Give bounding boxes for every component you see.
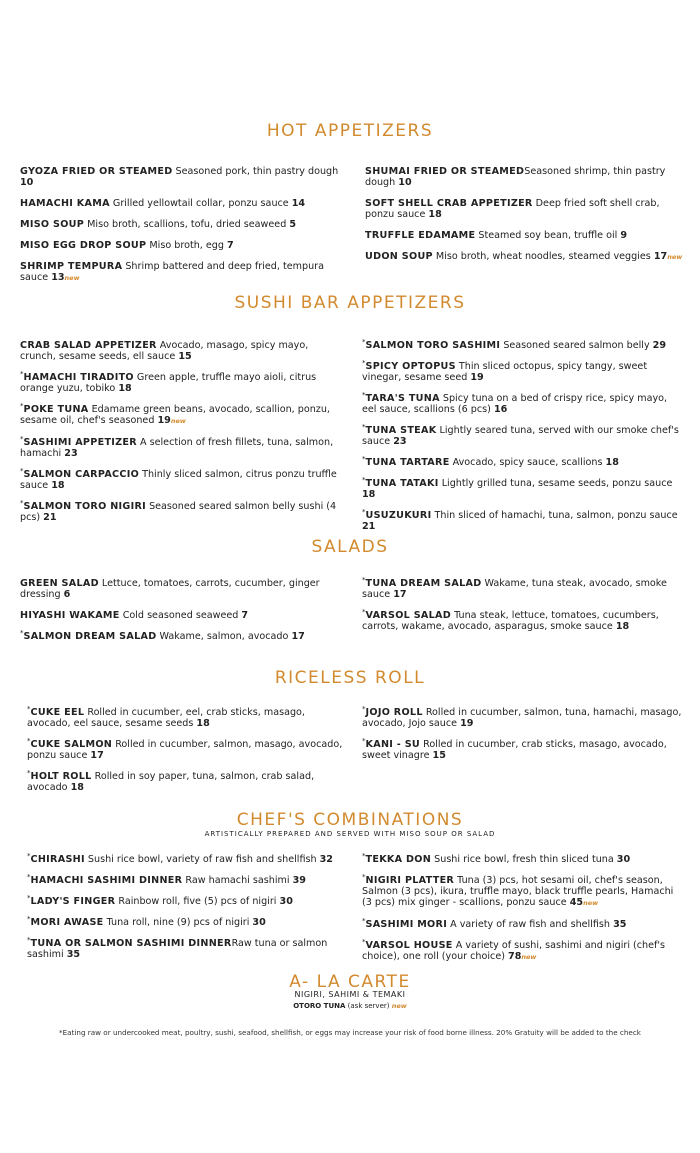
item-description: Edamame green beans, avocado, scallion, ponzu, sesame oil, chef's seasoned [20,404,330,426]
menu-item-sashimi-appetizer [20,434,340,459]
item-name: MISO EGG DROP SOUP [20,240,147,251]
item-name: CRAB SALAD APPETIZER [20,340,157,351]
item-price: 21 [362,521,376,532]
item-description: Cold seasoned seaweed [119,610,242,621]
item-name: CHIRASHI [30,854,85,865]
menu-item-sashimi-mori [362,916,682,930]
item-price: 7 [241,610,249,621]
item-price: 35 [613,919,627,930]
item-description: Green apple, truffle mayo aioli, citrus orange yuzu, tobiko [20,372,317,394]
menu-item-salmon-dream-salad [20,628,340,642]
asterisk-marker: * [362,937,366,946]
item-description: Sushi rice bowl, variety of raw fish and shellfish [84,854,320,865]
menu-item-truffle-edamame [365,230,685,241]
sushi-bar-appetizers-title: SUSHI BAR APPETIZERS [234,293,466,313]
item-description: Lettuce, tomatoes, carrots, cucumber, ginger dressing [20,578,320,600]
item-price: 78 [508,951,522,962]
menu-item-tuna-or-salmon-sashimi-dinner [27,935,347,960]
alacarte-subtitle: NIGIRI, SAHIMI & TEMAKI [294,990,406,999]
item-description: Miso broth, scallions, tofu, dried seaweed [84,219,290,230]
item-description: Tuna steak, lettuce, tomatoes, cucumbers, carrots, wakame, avocado, asparagus, smoke sauce [362,610,659,632]
new-badge: new [583,899,599,907]
new-badge: new [391,1002,407,1010]
riceless-roll-title: RICELESS ROLL [274,668,426,688]
item-price: 29 [652,340,667,351]
menu-item-hiyashi-wakame [20,610,340,621]
menu-item-shrimp-tempura [20,261,340,284]
item-name: TUNA OR SALMON SASHIMI DINNER [30,938,232,949]
item-description: Rolled in cucumber, crab sticks, masago, avocado, sweet vinagre [362,739,667,761]
item-description: Seasoned shrimp, thin pastry dough [365,166,666,188]
item-price: 23 [393,436,407,447]
item-price: 13 [51,272,65,283]
item-name: MORI AWASE [30,917,104,928]
asterisk-marker: * [20,401,24,410]
asterisk-marker: * [362,337,366,346]
item-name: SASHIMI MORI [365,919,448,930]
new-badge: new [521,953,537,961]
item-description: Lightly grilled tuna, sesame seeds, ponzu sauce [438,478,673,489]
menu-item-tuna-tartare [362,454,682,468]
asterisk-marker: * [27,872,31,881]
item-price: 15 [432,750,446,761]
menu-item-miso-soup [20,219,340,230]
menu-item-hamachi-tiradito [20,369,340,394]
item-description: Seasoned pork, thin pastry dough [172,166,339,177]
item-description: Seasoned seared salmon belly sushi (4 pcs) [20,501,337,523]
item-name: SALMON CARPACCIO [23,469,140,480]
item-name: UDON SOUP [365,251,433,262]
item-description: Tuna (3) pcs, hot sesami oil, chef's season, Salmon (3 pcs), ikura, truffle mayo, black truffle pearls, Hamachi (3 pcs) mix ginger - scallions, ponzu sauce [362,875,674,908]
item-description: Sushi rice bowl, fresh thin sliced tuna [431,854,617,865]
item-name: TUNA STEAK [365,425,437,436]
item-name: HAMACHI KAMA [20,198,110,209]
item-price: 14 [291,198,306,209]
item-price: 9 [620,230,628,241]
item-name: CUKE SALMON [30,739,113,750]
item-description: Rainbow roll, five (5) pcs of nigiri [115,896,280,907]
menu-item-salmon-carpaccio [20,466,340,491]
asterisk-marker: * [362,575,366,584]
menu-item-usuzukuri [362,507,682,532]
item-name: HAMACHI TIRADITO [23,372,134,383]
menu-item-salmon-toro-sashimi [362,337,682,351]
menu-item-mori-awase [27,914,347,928]
asterisk-marker: * [20,628,24,637]
menu-item-soft-shell-crab-appetizer [365,198,685,220]
item-name: TRUFFLE EDAMAME [365,230,476,241]
item-name: SALMON DREAM SALAD [23,631,157,642]
item-price: 7 [227,240,234,251]
item-description: Rolled in soy paper, tuna, salmon, crab salad, avocado [27,771,315,793]
item-name: TUNA TARTARE [365,457,450,468]
salads-right [362,575,682,642]
asterisk-marker: * [20,434,24,443]
item-name: CUKE EEL [30,707,85,718]
salads-title: SALADS [311,537,389,557]
item-description: Avocado, masago, spicy mayo, crunch, sesame seeds, ell sauce [20,340,309,362]
otoro-tuna-desc: (ask server) [345,1002,392,1010]
asterisk-marker: * [362,475,366,484]
item-price: 17 [291,631,305,642]
item-description: Wakame, salmon, avocado [156,631,292,642]
item-price: 19 [157,415,171,426]
item-name: GYOZA FRIED OR STEAMED [20,166,173,177]
item-name: POKE TUNA [23,404,89,415]
asterisk-marker: * [27,736,31,745]
new-badge: new [667,253,683,261]
menu-item-udon-soup [365,251,685,263]
item-price: 39 [292,875,306,886]
menu-item-shumai-fried-or-steamed [365,166,685,188]
item-price: 17 [653,251,668,262]
item-price: 23 [64,448,78,459]
asterisk-marker: * [27,893,31,902]
item-description: A selection of fresh fillets, tuna, salmon, hamachi [20,437,334,459]
menu-item-nigiri-platter [362,872,682,909]
menu-item-hamachi-sashimi-dinner [27,872,347,886]
item-description: Deep fried soft shell crab, ponzu sauce [365,198,660,220]
item-name: TARA'S TUNA [365,393,440,404]
asterisk-marker: * [27,704,31,713]
item-description: Rolled in cucumber, salmon, masago, avocado, ponzu sauce [27,739,343,761]
menu-item-green-salad [20,578,340,600]
sushi-bar-appetizers-left [20,340,340,533]
item-description: A variety of sushi, sashimi and nigiri (chef's choice), one roll (your choice) [362,940,666,962]
hot-appetizers-title: HOT APPETIZERS [266,121,434,141]
item-name: USUZUKURI [365,510,432,521]
menu-item-spicy-optopus [362,358,682,383]
item-price: 32 [319,854,333,865]
item-price: 19 [470,372,484,383]
riceless-roll-right [362,704,682,771]
item-price: 5 [289,219,297,230]
menu-item-varsol-salad [362,607,682,632]
salads-left [20,578,340,652]
item-description: Miso broth, egg [146,240,228,251]
item-description: Lightly seared tuna, served with our smoke chef's sauce [362,425,679,447]
menu-item-holt-roll [27,768,347,793]
item-price: 19 [460,718,474,729]
asterisk-marker: * [27,914,31,923]
asterisk-marker: * [27,768,31,777]
item-name: HAMACHI SASHIMI DINNER [30,875,183,886]
menu-item-gyoza-fried-or-steamed [20,166,340,188]
item-name: HOLT ROLL [30,771,92,782]
food-safety-disclaimer: *Eating raw or undercooked meat, poultry, sushi, seafood, shellfish, or eggs may increase your risk of food borne illness. 20% Gratuity will be added to the check [59,1028,641,1037]
menu-item-tekka-don [362,851,682,865]
item-price: 18 [605,457,619,468]
asterisk-marker: * [362,358,366,367]
menu-item-poke-tuna [20,401,340,427]
item-price: 18 [196,718,210,729]
menu-item-hamachi-kama [20,198,340,209]
item-name: SHRIMP TEMPURA [20,261,123,272]
menu-item-tuna-tataki [362,475,682,500]
item-description: Thin sliced of hamachi, tuna, salmon, ponzu sauce [431,510,678,521]
item-price: 18 [118,383,132,394]
new-badge: new [64,274,80,282]
asterisk-marker: * [362,422,366,431]
new-badge: new [170,417,186,425]
item-name: SALMON TORO NIGIRI [23,501,147,512]
otoro-tuna-item [0,1002,700,1010]
asterisk-marker: * [27,935,31,944]
asterisk-marker: * [362,607,366,616]
item-price: 10 [398,177,412,188]
chefs-combinations-title: CHEF'S COMBINATIONS [236,810,464,830]
item-description: Grilled yellowtail collar, ponzu sauce [109,198,292,209]
item-price: 45 [569,897,584,908]
hot-appetizers-left [20,166,340,294]
item-description: Seasoned seared salmon belly [500,340,653,351]
asterisk-marker: * [20,369,24,378]
menu-item-cuke-eel [27,704,347,729]
item-price: 30 [616,854,631,865]
item-name: TUNA DREAM SALAD [365,578,482,589]
item-price: 35 [66,949,81,960]
item-price: 18 [362,489,376,500]
item-price: 21 [43,512,57,523]
item-name: KANI - SU [365,739,421,750]
chefs-combinations-subtitle: ARTISTICALLY PREPARED AND SERVED WITH MISO SOUP OR SALAD [204,830,496,838]
item-description: Raw tuna or salmon sashimi [27,938,328,960]
asterisk-marker: * [362,916,366,925]
item-description: Raw hamachi sashimi [182,875,293,886]
asterisk-marker: * [20,498,24,507]
item-description: Thinly sliced salmon, citrus ponzu truffle sauce [20,469,337,491]
item-name: VARSOL SALAD [365,610,452,621]
item-name: GREEN SALAD [20,578,99,589]
menu-item-tuna-dream-salad [362,575,682,600]
asterisk-marker: * [362,704,366,713]
item-name: MISO SOUP [20,219,85,230]
item-description: Thin sliced octopus, spicy tangy, sweet vinegar, sesame seed [362,361,648,383]
menu-item-salmon-toro-nigiri [20,498,340,523]
item-description: Rolled in cucumber, eel, crab sticks, masago, avocado, eel sauce, sesame seeds [27,707,305,729]
item-price: 18 [51,480,65,491]
item-name: NIGIRI PLATTER [365,875,455,886]
item-name: SOFT SHELL CRAB APPETIZER [365,198,533,209]
item-price: 10 [20,177,34,188]
asterisk-marker: * [362,872,366,881]
item-name: SHUMAI FRIED OR STEAMED [365,166,525,177]
item-name: HIYASHI WAKAME [20,610,120,621]
asterisk-marker: * [362,851,366,860]
item-price: 30 [252,917,266,928]
item-description: Spicy tuna on a bed of crispy rice, spicy mayo, eel sauce, scallions (6 pcs) [362,393,668,415]
menu-item-jojo-roll [362,704,682,729]
item-name: SPICY OPTOPUS [365,361,456,372]
chefs-combinations-right [362,851,682,973]
sushi-bar-appetizers-right [362,337,682,542]
item-description: Wakame, tuna steak, avocado, smoke sauce [362,578,667,600]
menu-item-tuna-steak [362,422,682,447]
otoro-tuna-name: OTORO TUNA [293,1002,346,1010]
item-price: 6 [63,589,71,600]
item-name: VARSOL HOUSE [365,940,453,951]
item-name: TUNA TATAKI [365,478,439,489]
menu-item-cuke-salmon [27,736,347,761]
chefs-combinations-left [27,851,347,970]
item-description: Miso broth, wheat noodles, steamed veggies [432,251,654,262]
menu-item-lady-s-finger [27,893,347,907]
menu-item-tara-s-tuna [362,390,682,415]
item-name: TEKKA DON [365,854,432,865]
asterisk-marker: * [27,851,31,860]
item-price: 16 [493,404,508,415]
item-description: Tuna roll, nine (9) pcs of nigiri [103,917,253,928]
alacarte-title: A- LA CARTE [289,972,411,992]
asterisk-marker: * [362,390,366,399]
item-name: LADY'S FINGER [30,896,116,907]
item-price: 18 [428,209,442,220]
asterisk-marker: * [362,507,366,516]
riceless-roll-left [27,704,347,803]
menu-item-miso-egg-drop-soup [20,240,340,251]
item-price: 17 [90,750,104,761]
item-price: 18 [615,621,630,632]
item-name: JOJO ROLL [365,707,423,718]
asterisk-marker: * [20,466,24,475]
item-description: Steamed soy bean, truffle oil [475,230,621,241]
item-description: Avocado, spicy sauce, scallions [449,457,606,468]
item-description: Rolled in cucumber, salmon, tuna, hamachi, masago, avocado, Jojo sauce [362,707,682,729]
asterisk-marker: * [362,736,366,745]
menu-item-varsol-house [362,937,682,963]
item-price: 18 [70,782,84,793]
asterisk-marker: * [362,454,366,463]
hot-appetizers-right [365,166,685,273]
item-price: 17 [393,589,407,600]
item-description: Shrimp battered and deep fried, tempura sauce [20,261,324,283]
item-description: A variety of raw fish and shellfish [447,919,614,930]
menu-item-chirashi [27,851,347,865]
item-name: SASHIMI APPETIZER [23,437,137,448]
item-price: 15 [178,351,192,362]
item-price: 30 [279,896,293,907]
item-name: SALMON TORO SASHIMI [365,340,501,351]
menu-item-kani-su [362,736,682,761]
menu-item-crab-salad-appetizer [20,340,340,362]
